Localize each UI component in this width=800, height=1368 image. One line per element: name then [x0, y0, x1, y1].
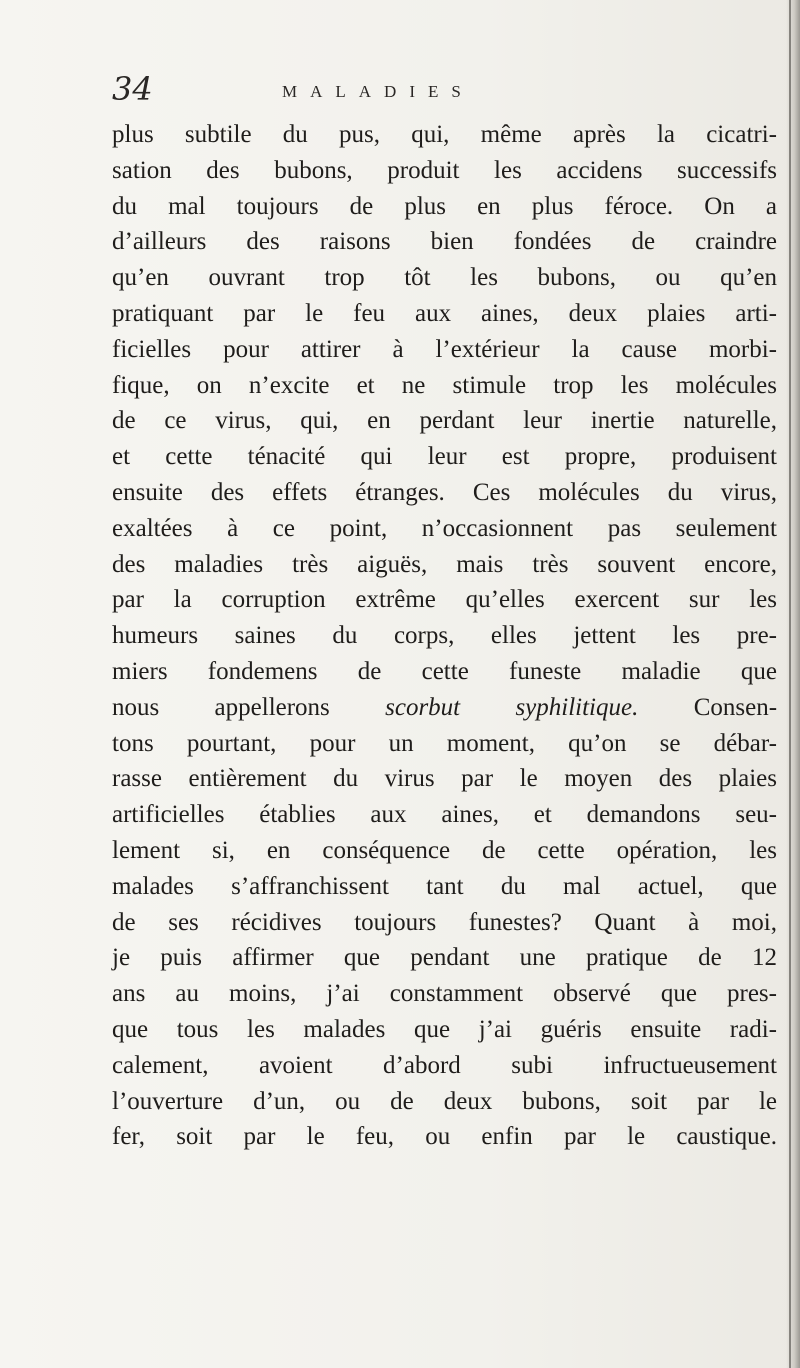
italic-term: scorbut syphilitique.: [385, 693, 639, 721]
text-line: ensuite des effets étranges. Ces molécules du virus,: [112, 478, 777, 506]
text-line: tons pourtant, pour un moment, qu’on se débar-: [112, 729, 777, 757]
text-line-with-italic: [112, 690, 777, 726]
text-line: calement, avoient d’abord subi infructueusement: [112, 1051, 777, 1079]
text-line: d’ailleurs des raisons bien fondées de craindre: [112, 228, 777, 256]
text-line: et cette ténacité qui leur est propre, produisent: [112, 443, 777, 471]
text-line: de ce virus, qui, en perdant leur inertie naturelle,: [112, 407, 777, 435]
page-edge-line: [789, 0, 791, 1368]
text-line: par la corruption extrême qu’elles exercent sur les: [112, 586, 777, 614]
text-line: des maladies très aiguës, mais très souvent encore,: [112, 550, 777, 578]
text-line: de ses récidives toujours funestes? Quant à moi,: [112, 908, 777, 936]
text-line: exaltées à ce point, n’occasionnent pas seulement: [112, 514, 777, 542]
text-line: l’ouverture d’un, ou de deux bubons, soit par le: [112, 1087, 777, 1115]
text-segment: Consen-: [693, 693, 778, 721]
text-line: rasse entièrement du virus par le moyen des plaies: [112, 765, 777, 793]
page-number: 34: [112, 70, 153, 108]
body-text: [112, 117, 777, 1155]
text-segment: nous appellerons: [112, 693, 330, 721]
text-line: lement si, en conséquence de cette opération, les: [112, 836, 777, 864]
text-line: ans au moins, j’ai constamment observé que pres-: [112, 980, 777, 1008]
text-line: humeurs saines du corps, elles jettent les pre-: [112, 622, 777, 650]
text-line: je puis affirmer que pendant une pratique de 12: [112, 944, 777, 972]
text-line: qu’en ouvrant trop tôt les bubons, ou qu’en: [112, 264, 777, 292]
text-line: pratiquant par le feu aux aines, deux plaies arti-: [112, 299, 777, 327]
text-line: que tous les malades que j’ai guéris ensuite radi-: [112, 1015, 777, 1043]
page-header: [112, 70, 672, 110]
text-line: du mal toujours de plus en plus féroce. On a: [112, 192, 777, 220]
text-line: sation des bubons, produit les accidens successifs: [112, 156, 777, 184]
text-line: miers fondemens de cette funeste maladie que: [112, 657, 777, 685]
text-line: ficielles pour attirer à l’extérieur la cause morbi-: [112, 335, 777, 363]
text-line: fer, soit par le feu, ou enfin par le caustique.: [112, 1123, 777, 1151]
text-line: plus subtile du pus, qui, même après la cicatri-: [112, 121, 777, 148]
text-line: artificielles établies aux aines, et demandons seu-: [112, 801, 777, 829]
text-line: malades s’affranchissent tant du mal actuel, que: [112, 872, 777, 900]
text-line: fique, on n’excite et ne stimule trop les molécules: [112, 371, 777, 399]
running-head: MALADIES: [282, 82, 474, 101]
